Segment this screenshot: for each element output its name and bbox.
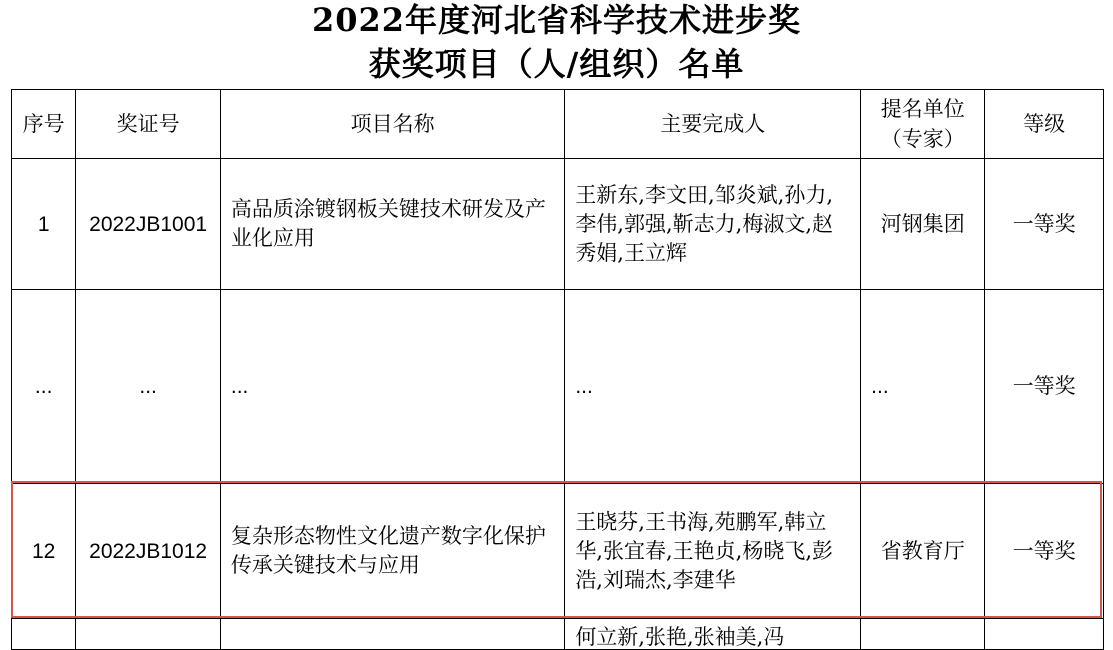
cell-main-contributors [565,619,861,650]
header-main-contributors: 主要完成人 [565,90,861,159]
cell-cert-no: ... [76,290,221,484]
cell-project-name: 复杂形态物性文化遗产数字化保护传承关键技术与应用 [220,484,564,619]
table-row-partial [12,619,1104,650]
cell-seq: 1 [12,159,76,290]
page-subtitle: 获奖项目（人/组织）名单 [368,45,745,83]
cell-project-name: 高品质涂镀钢板关键技术研发及产业化应用 [220,159,564,290]
cell-level: 一等奖 [985,159,1104,290]
header-seq: 序号 [12,90,76,159]
cell-cert-no: 2022JB1001 [76,159,221,290]
cell-level: 一等奖 [985,484,1104,619]
cell-main-contributors: 王新东,李文田,邹炎斌,孙力,李伟,郭强,靳志力,梅淑文,赵秀娟,王立辉 [565,159,861,290]
cell-main-contributors: 王晓芬,王书海,苑鹏军,韩立华,张宜春,王艳贞,杨晓飞,彭浩,刘瑞杰,李建华 [565,484,861,619]
cell-cert-no: 2022JB1012 [76,484,221,619]
cell-nominating-unit: ... [861,290,985,484]
cell-seq: ... [12,290,76,484]
cell-nominating-unit [861,619,985,650]
header-unit-line1: 提名单位 [880,97,965,121]
cell-level [985,619,1104,650]
header-level: 等级 [985,90,1104,159]
header-cert-no: 奖证号 [76,90,221,159]
table-header-row [12,90,1104,159]
awards-table [11,89,1104,650]
cell-main-contributors: ... [565,290,861,484]
cell-nominating-unit: 省教育厅 [861,484,985,619]
table-row [12,290,1104,484]
page-title: 2022年度河北省科学技术进步奖 [311,1,802,39]
cell-project-name: ... [220,290,564,484]
cell-level: 一等奖 [985,290,1104,484]
header-project-name: 项目名称 [220,90,564,159]
cell-seq [12,619,76,650]
table-row [12,484,1104,619]
cell-nominating-unit: 河钢集团 [861,159,985,290]
cell-cert-no [76,619,221,650]
header-unit-line2: （专家） [880,127,965,151]
header-nominating-unit [861,90,985,159]
table-row [12,159,1104,290]
partial-contributors-text: 何立新,张艳,张袖美,冯 [575,625,785,649]
cell-seq: 12 [12,484,76,619]
cell-project-name [220,619,564,650]
